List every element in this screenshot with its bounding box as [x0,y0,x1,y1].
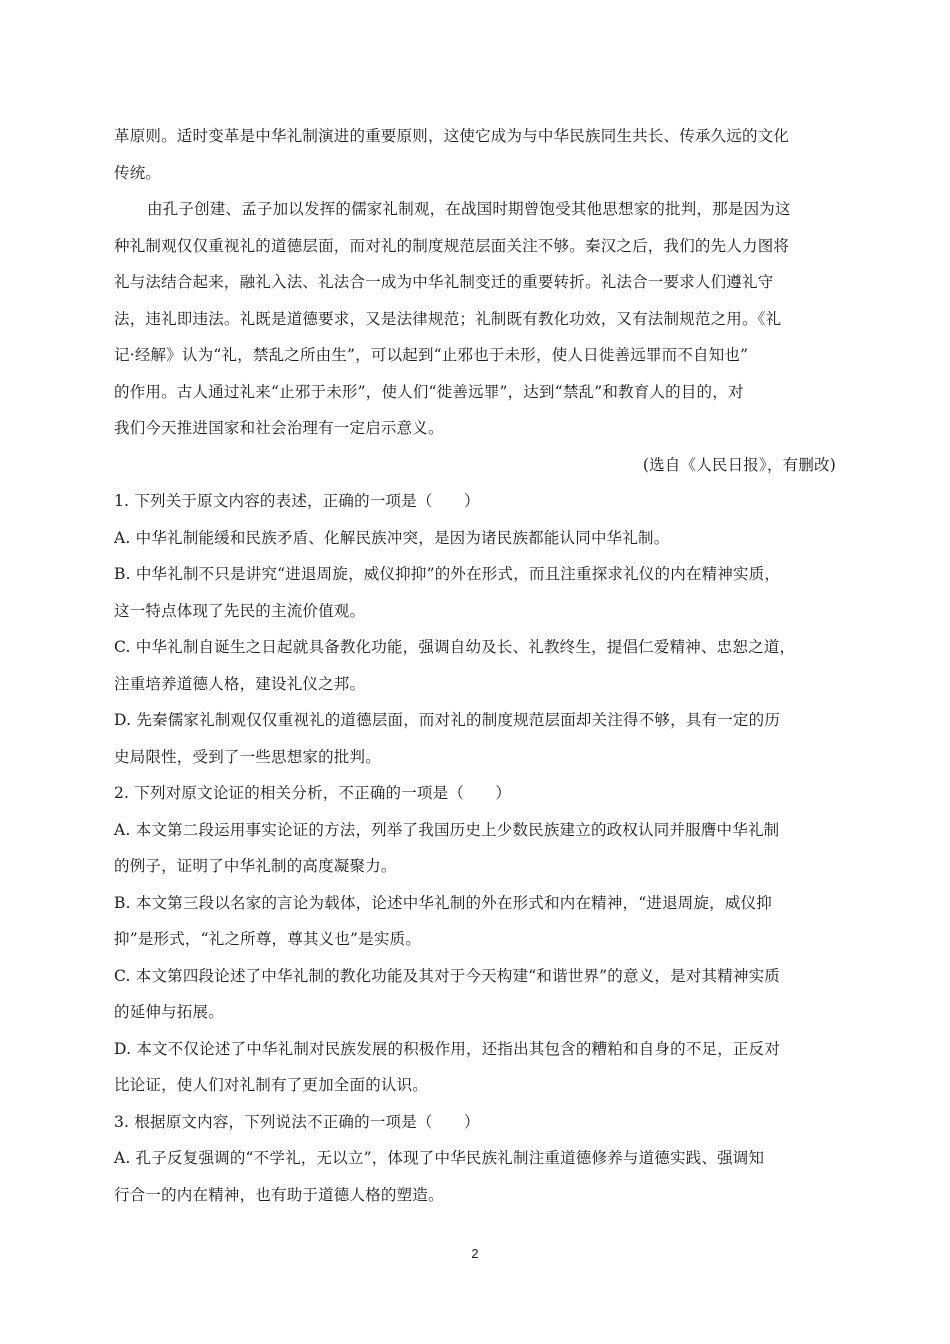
passage-line: 革原则。适时变革是中华礼制演进的重要原则，这使它成为与中华民族同生共长、传承久远的文化 [114,127,790,145]
option-a-continued: 的例子，证明了中华礼制的高度凝聚力。 [114,857,397,875]
question-3 [114,1104,836,1214]
passage-line: 礼与法结合起来，融礼入法、礼法合一成为中华礼制变迁的重要转折。礼法合一要求人们遵礼守 [114,273,774,291]
source-note: (选自《人民日报》，有删改) [642,455,836,474]
option-c: C. 中华礼制自诞生之日起就具备教化功能，强调自幼及长、礼教终生，提倡仁爱精神、忠恕之道， [114,638,796,656]
document-page [114,118,836,1213]
option-c-continued: 注重培养道德人格，建设礼仪之邦。 [114,674,366,693]
option-b: B. 本文第三段以名家的言论为载体，论述中华礼制的外在形式和内在精神，“进退周旋，威仪抑 [114,893,772,912]
passage-line: 传统。 [114,163,162,182]
passage [114,118,836,447]
option-d-continued: 比论证，使人们对礼制有了更加全面的认识。 [114,1076,429,1094]
option-a: A. 中华礼制能缓和民族矛盾、化解民族冲突，是因为诸民族都能认同中华礼制。 [114,528,670,547]
option-c: C. 本文第四段论述了中华礼制的教化功能及其对于今天构建“和谐世界”的意义，是对其精神实质 [114,966,781,985]
question-stem: 3. 根据原文内容，下列说法不正确的一项是（ ） [114,1112,480,1131]
passage-line: 的作用。古人通过礼来“止邪于未形”，使人们“徙善远罪”，达到“禁乱”和教育人的目的，对 [114,382,744,401]
passage-line: 种礼制观仅仅重视礼的道德层面，而对礼的制度规范层面关注不够。秦汉之后，我们的先人力图将 [114,236,790,255]
passage-line: 由孔子创建、孟子加以发挥的儒家礼制观，在战国时期曾饱受其他思想家的批判，那是因为这 [147,200,791,218]
passage-line: 记·经解》认为“礼，禁乱之所由生”，可以起到“止邪也于未形，使人日徙善远罪而不自知也” [114,346,749,364]
option-b-continued: 这一特点体现了先民的主流价值观。 [114,601,366,620]
question-2 [114,775,836,1104]
passage-line: 法，违礼即违法。礼既是道德要求，又是法律规范；礼制既有教化功效，又有法制规范之用。《礼 [114,309,782,328]
option-b-continued: 抑”是形式，“礼之所尊，尊其义也”是实质。 [114,930,421,948]
option-a: A. 本文第二段运用事实论证的方法，列举了我国历史上少数民族建立的政权认同并服膺中华礼制 [114,820,780,839]
option-c-continued: 的延伸与拓展。 [114,1003,224,1021]
option-d-continued: 史局限性，受到了一些思想家的批判。 [114,747,381,766]
option-d: D. 本文不仅论述了中华礼制对民族发展的积极作用，还指出其包含的糟粕和自身的不足，正反对 [114,1039,781,1058]
option-b: B. 中华礼制不只是讲究“进退周旋，威仪抑抑”的外在形式，而且注重探求礼仪的内在精神实质， [114,565,781,583]
option-a-continued: 行合一的内在精神，也有助于道德人格的塑造。 [114,1185,444,1204]
page-number: 2 [471,1246,479,1261]
option-a: A. 孔子反复强调的“不学礼，无以立”，体现了中华民族礼制注重道德修养与道德实践、强调知 [114,1149,765,1167]
passage-line: 我们今天推进国家和社会治理有一定启示意义。 [114,419,444,437]
question-1 [114,483,836,775]
question-stem: 2. 下列对原文论证的相关分析，不正确的一项是（ ） [114,784,512,802]
option-d: D. 先秦儒家礼制观仅仅重视礼的道德层面，而对礼的制度规范层面却关注得不够，具有一定的历 [114,711,781,729]
question-stem: 1. 下列关于原文内容的表述，正确的一项是（ ） [114,492,480,510]
